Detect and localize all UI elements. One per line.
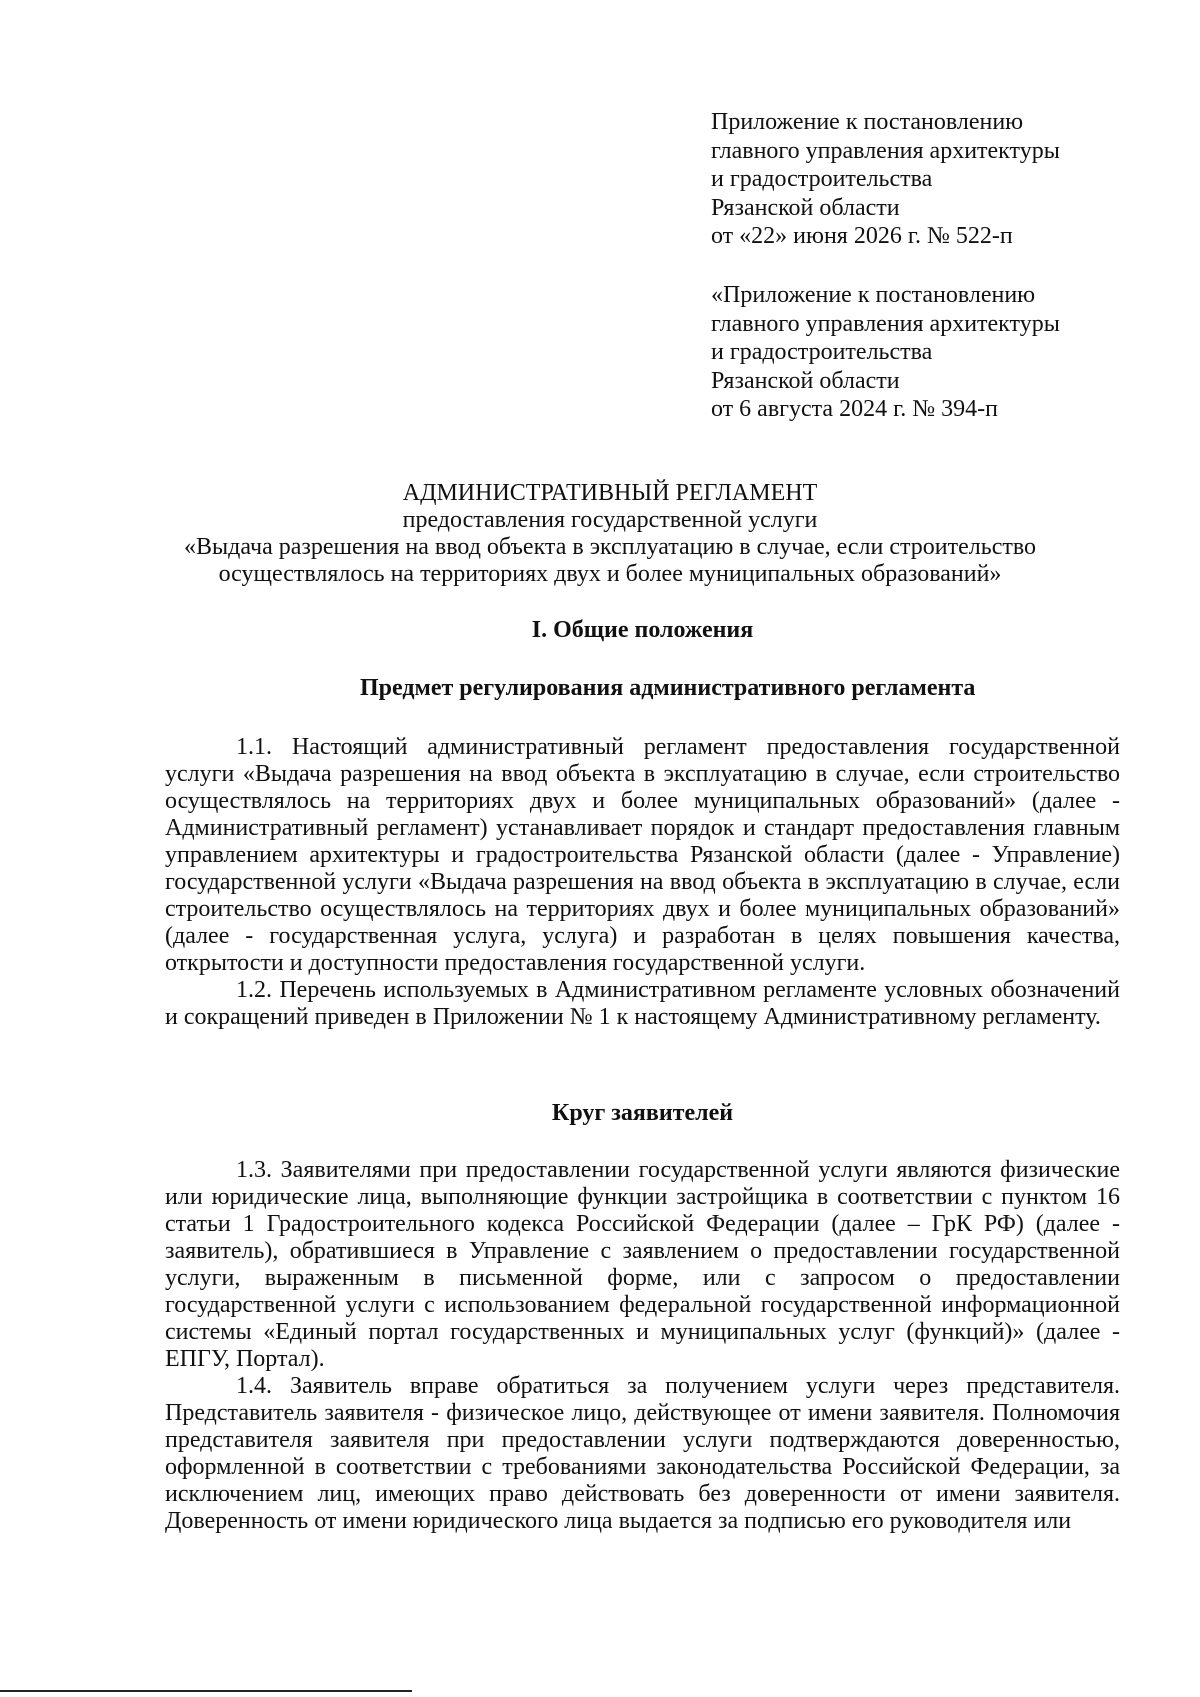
approval-line: Приложение к постановлению bbox=[711, 109, 1024, 135]
approval-block-previous bbox=[711, 281, 1151, 424]
approval-line: от 6 августа 2024 г. № 394-п bbox=[711, 396, 998, 422]
approval-line: главного управления архитектуры bbox=[711, 137, 1060, 164]
approval-line: от «22» июня 2026 г. № 522-п bbox=[711, 223, 1013, 249]
paragraph-1-3: 1.3. Заявителями при предоставлении государственной услуги являются физические или юридические лица, выполняющие функции застройщика в соответствии с пунктом 16 статьи 1 Градостроительного кодекса Российской Федерации (далее – ГрК РФ) (далее - заявитель), обратившиеся в Управление с заявлением о предоставлении государственной услуги, выраженным в письменной форме, или с запросом о предоставлении государственной услуги с использованием федеральной государственной информационной системы «Единый портал государственных и муниципальных услуг (функций)» (далее - ЕПГУ, Портал). bbox=[165, 1157, 1120, 1372]
footnote-divider bbox=[0, 1690, 412, 1692]
approval-line: «Приложение к постановлению bbox=[711, 282, 1036, 308]
body-text-applicants bbox=[165, 1157, 1120, 1535]
subsection-heading-applicants: Круг заявителей bbox=[551, 1100, 734, 1126]
title-service-line-1: «Выдача разрешения на ввод объекта в эксплуатацию в случае, если строительство bbox=[183, 534, 1036, 560]
document-title bbox=[150, 480, 1070, 588]
paragraph-1-4: 1.4. Заявитель вправе обратиться за получением услуги через представителя. Представитель заявителя - физическое лицо, действующее от имени заявителя. Полномочия представителя заявителя при предоставлении услуги подтверждаются доверенностью, оформленной в соответствии с требованиями законодательства Российской Федерации, за исключением лиц, имеющих право действовать без доверенности от имени заявителя. Доверенность от имени юридического лица выдается за подписью его руководителя или bbox=[165, 1373, 1120, 1534]
body-text-subject bbox=[165, 734, 1120, 1031]
approval-line: и градостроительства bbox=[711, 339, 933, 365]
paragraph-1-1: 1.1. Настоящий административный регламент предоставления государственной услуги «Выдача разрешения на ввод объекта в эксплуатацию в случае, если строительство осуществлялось на территориях двух и более муниципальных образований» (далее - Административный регламент) устанавливает порядок и стандарт предоставления главным управлением архитектуры и градостроительства Рязанской области (далее - Управление) государственной услуги «Выдача разрешения на ввод объекта в эксплуатацию в случае, если строительство осуществлялось на территориях двух и более муниципальных образований» (далее - государственная услуга, услуга) и разработан в целях повышения качества, открытости и доступности предоставления государственной услуги. bbox=[165, 734, 1120, 976]
title-main: АДМИНИСТРАТИВНЫЙ РЕГЛАМЕНТ bbox=[402, 480, 818, 506]
subsection-heading-subject: Предмет регулирования административного регламента bbox=[360, 675, 976, 701]
approval-line: и градостроительства bbox=[711, 166, 933, 192]
approval-line: главного управления архитектуры bbox=[711, 310, 1060, 337]
approval-line: Рязанской области bbox=[711, 194, 900, 221]
section-heading-general: I. Общие положения bbox=[531, 617, 754, 643]
title-sub: предоставления государственной услуги bbox=[402, 507, 818, 533]
title-service-line-2: осуществлялось на территориях двух и более муниципальных образований» bbox=[218, 561, 1002, 587]
approval-line: Рязанской области bbox=[711, 367, 900, 394]
approval-block-current bbox=[711, 108, 1151, 251]
paragraph-1-2: 1.2. Перечень используемых в Административном регламенте условных обозначений и сокращений приведен в Приложении № 1 к настоящему Административному регламенту. bbox=[165, 977, 1120, 1030]
